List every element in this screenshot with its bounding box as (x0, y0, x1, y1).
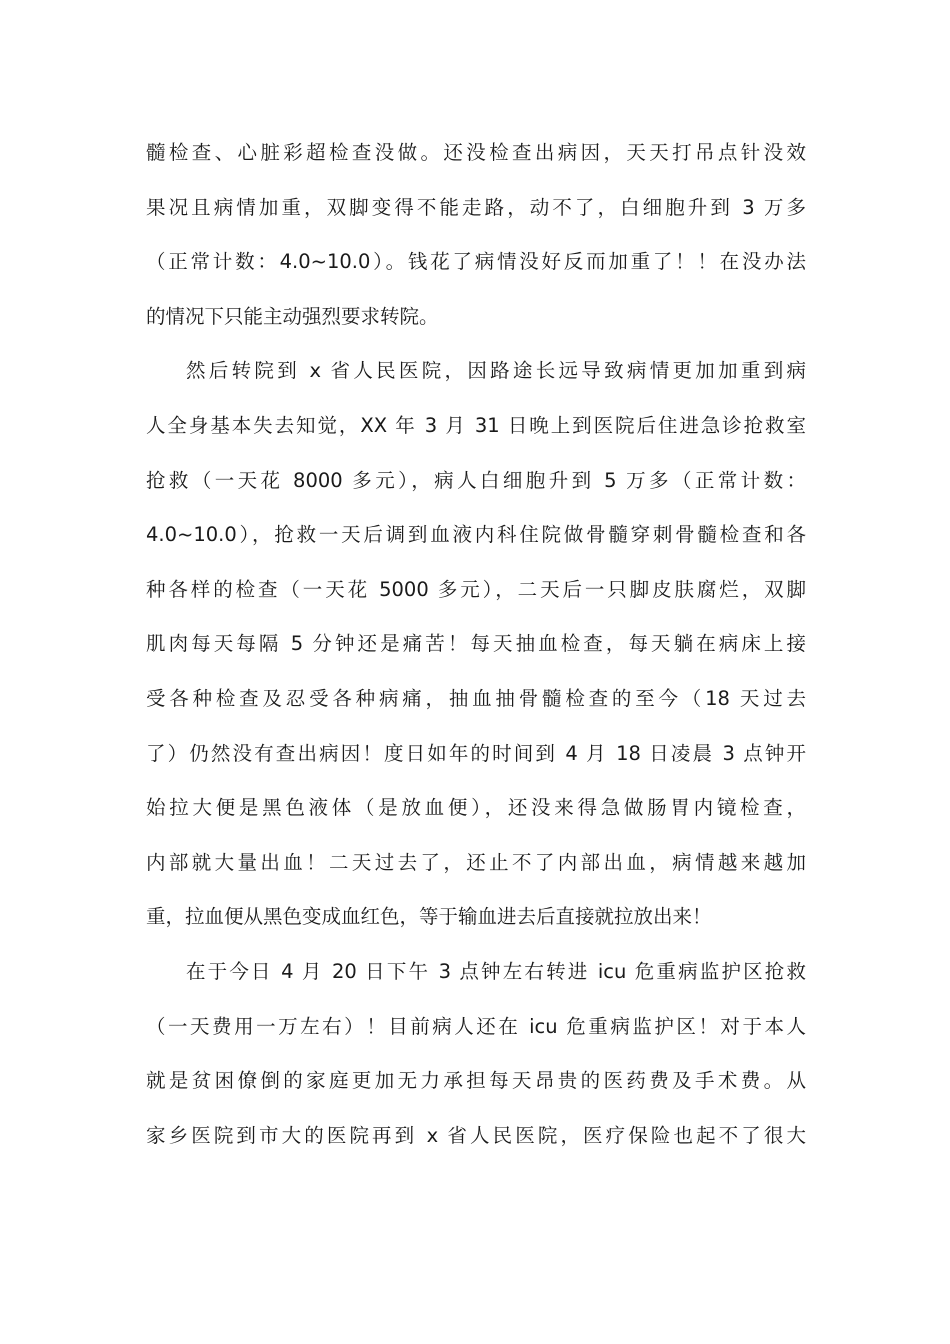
text-line: 人全身基本失去知觉，XX 年 3 月 31 日晚上到医院后住进急诊抢救室 (146, 413, 806, 437)
text-line: 就是贫困僚倒的家庭更加无力承担每天昂贵的医药费及手术费。从 (146, 1069, 806, 1093)
text-line: 髓检查、心脏彩超检查没做。还没检查出病因，天天打吊点针没效 (146, 141, 806, 164)
text-line: 内部就大量出血！二天过去了，还止不了内部出血，病情越来越加 (146, 850, 806, 874)
body-text (146, 126, 806, 1163)
text-line: 受各种检查及忍受各种病痛，抽血抽骨髓检查的至今（18 天过去 (146, 686, 806, 710)
text-line: 家乡医院到市大的医院再到 x 省人民医院，医疗保险也起不了很大 (146, 1123, 806, 1147)
text-line: 种各样的检查（一天花 5000 多元），二天后一只脚皮肤腐烂，双脚 (146, 577, 806, 601)
text-line: （正常计数：4.0~10.0）。钱花了病情没好反而加重了！！在没办法 (146, 250, 806, 274)
text-line: 抢救（一天花 8000 多元），病人白细胞升到 5 万多（正常计数： (146, 468, 806, 492)
text-line: 肌肉每天每隔 5 分钟还是痛苦！每天抽血检查，每天躺在病床上接 (146, 632, 806, 656)
text-line: （一天费用一万左右）！目前病人还在 icu 危重病监护区！对于本人 (146, 1014, 806, 1038)
text-line: 重，拉血便从黑色变成血红色，等于输血进去后直接就拉放出来！ (146, 905, 712, 929)
text-line: 在于今日 4 月 20 日下午 3 点钟左右转进 icu 危重病监护区抢救 (186, 959, 806, 983)
text-line: 果况且病情加重，双脚变得不能走路，动不了，白细胞升到 3 万多 (146, 195, 806, 219)
text-line: 的情况下只能主动强烈要求转院。 (146, 304, 439, 328)
text-line: 始拉大便是黑色液体（是放血便），还没来得急做肠胃内镜检查， (146, 796, 806, 820)
text-line: 4.0~10.0），抢救一天后调到血液内科住院做骨髓穿刺骨髓检查和各 (146, 523, 806, 547)
text-line: 了）仍然没有查出病因！度日如年的时间到 4 月 18 日凌晨 3 点钟开 (146, 741, 806, 765)
text-line: 然后转院到 x 省人民医院，因路途长远导致病情更加加重到病 (186, 359, 806, 383)
